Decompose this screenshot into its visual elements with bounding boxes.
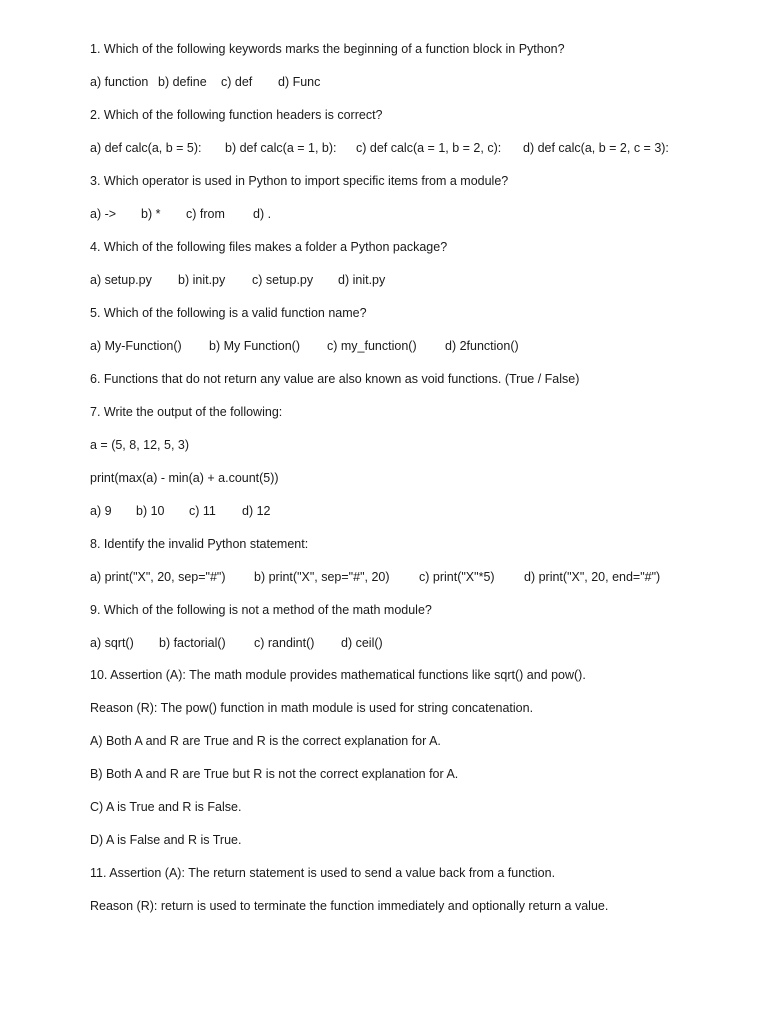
option: d) 2function() bbox=[445, 339, 519, 353]
option: b) print("X", sep="#", 20) bbox=[254, 570, 390, 584]
option: d) 12 bbox=[242, 504, 271, 518]
question-7-options bbox=[90, 503, 744, 519]
question-6: 6. Functions that do not return any value are also known as void functions. (True / False) bbox=[90, 372, 580, 386]
option: c) my_function() bbox=[327, 339, 417, 353]
option: b) 10 bbox=[136, 504, 165, 518]
option: d) def calc(a, b = 2, c = 3): bbox=[523, 141, 669, 155]
option: c) setup.py bbox=[252, 273, 314, 287]
option: c) def calc(a = 1, b = 2, c): bbox=[356, 141, 502, 155]
option: b) * bbox=[141, 207, 161, 221]
answer-choice: B) Both A and R are True but R is not the correct explanation for A. bbox=[90, 767, 459, 781]
question-1: 1. Which of the following keywords marks the beginning of a function block in Python? bbox=[90, 42, 565, 56]
option: b) init.py bbox=[178, 273, 226, 287]
code-line: a = (5, 8, 12, 5, 3) bbox=[90, 438, 190, 452]
question-9: 9. Which of the following is not a method of the math module? bbox=[90, 603, 432, 617]
option: b) My Function() bbox=[209, 339, 300, 353]
option: a) 9 bbox=[90, 504, 112, 518]
question-2-options bbox=[90, 140, 744, 156]
question-8-options bbox=[90, 569, 744, 585]
option: c) print("X"*5) bbox=[419, 570, 495, 584]
question-4: 4. Which of the following files makes a folder a Python package? bbox=[90, 240, 448, 254]
question-4-options bbox=[90, 272, 744, 288]
question-2: 2. Which of the following function headers is correct? bbox=[90, 108, 383, 122]
question-8: 8. Identify the invalid Python statement: bbox=[90, 537, 309, 551]
option: d) ceil() bbox=[341, 636, 383, 650]
question-5-options bbox=[90, 338, 744, 354]
reason-line: Reason (R): return is used to terminate the function immediately and optionally return a value. bbox=[90, 899, 609, 913]
option: c) 11 bbox=[189, 504, 216, 518]
option: d) init.py bbox=[338, 273, 386, 287]
option: d) . bbox=[253, 207, 272, 221]
question-1-options bbox=[90, 74, 744, 90]
option: c) randint() bbox=[254, 636, 315, 650]
question-10: 10. Assertion (A): The math module provides mathematical functions like sqrt() and pow(). bbox=[90, 668, 586, 682]
option: d) Func bbox=[278, 75, 321, 89]
option: a) def calc(a, b = 5): bbox=[90, 141, 202, 155]
answer-choice: C) A is True and R is False. bbox=[90, 800, 242, 814]
question-3-options bbox=[90, 206, 744, 222]
question-5: 5. Which of the following is a valid function name? bbox=[90, 306, 367, 320]
option: a) print("X", 20, sep="#") bbox=[90, 570, 226, 584]
answer-choice: A) Both A and R are True and R is the correct explanation for A. bbox=[90, 734, 441, 748]
option: a) sqrt() bbox=[90, 636, 134, 650]
option: a) -> bbox=[90, 207, 117, 221]
answer-choice: D) A is False and R is True. bbox=[90, 833, 242, 847]
question-7: 7. Write the output of the following: bbox=[90, 405, 283, 419]
question-3: 3. Which operator is used in Python to import specific items from a module? bbox=[90, 174, 509, 188]
option: d) print("X", 20, end="#") bbox=[524, 570, 661, 584]
question-9-options bbox=[90, 635, 744, 651]
reason-line: Reason (R): The pow() function in math module is used for string concatenation. bbox=[90, 701, 534, 715]
option: a) function bbox=[90, 75, 149, 89]
option: a) My-Function() bbox=[90, 339, 182, 353]
question-11: 11. Assertion (A): The return statement is used to send a value back from a function. bbox=[90, 866, 556, 880]
option: b) factorial() bbox=[159, 636, 226, 650]
option: b) def calc(a = 1, b): bbox=[225, 141, 337, 155]
option: c) from bbox=[186, 207, 225, 221]
option: c) def bbox=[221, 75, 253, 89]
code-line: print(max(a) - min(a) + a.count(5)) bbox=[90, 471, 279, 485]
option: a) setup.py bbox=[90, 273, 152, 287]
option: b) define bbox=[158, 75, 207, 89]
